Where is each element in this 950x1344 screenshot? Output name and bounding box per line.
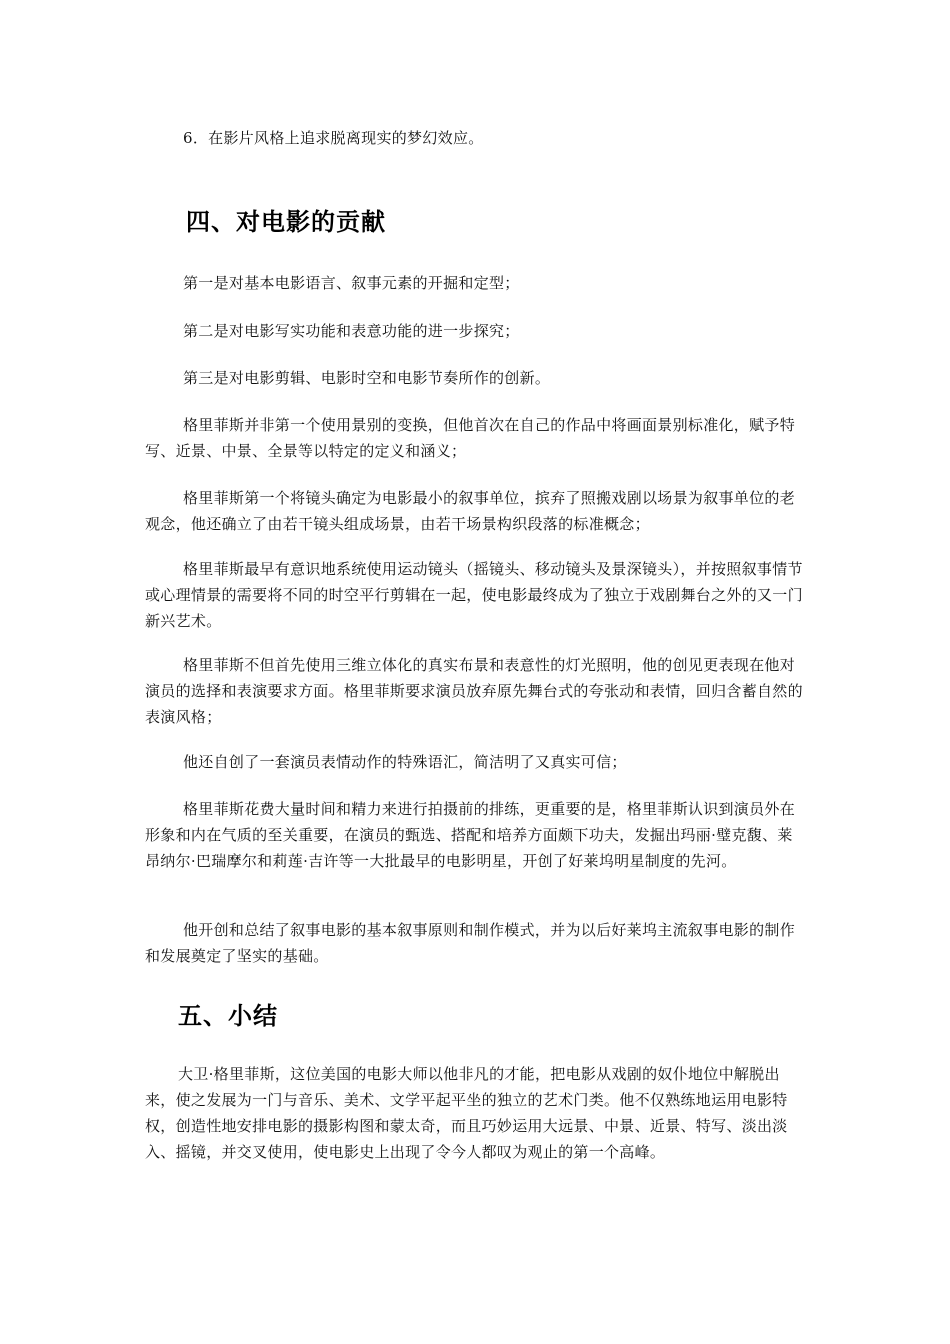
contribution-paragraph-6: 格里菲斯花费大量时间和精力来进行拍摄前的排练，更重要的是，格里菲斯认识到演员外在形象和内在气质的至关重要，在演员的甄选、搭配和培养方面颇下功夫，发掘出玛丽·璧克馥、莱昂纳尔·巴瑞摩尔和莉莲·吉许等一大批最早的电影明星，开创了好莱坞明星制度的先河。 (145, 800, 796, 870)
contribution-paragraph-2: 格里菲斯第一个将镜头确定为电影最小的叙事单位，摈弃了照搬戏剧以场景为叙事单位的老观念，他还确立了由若干镜头组成场景，由若干场景构织段落的标准概念； (145, 489, 796, 533)
contribution-paragraph-4: 格里菲斯不但首先使用三维立体化的真实布景和表意性的灯光照明，他的创见更表现在他对演员的选择和表演要求方面。格里菲斯要求演员放弃原先舞台式的夸张动和表情，回归含蓄自然的表演风格； (145, 656, 803, 726)
contribution-paragraph-1: 格里菲斯并非第一个使用景别的变换，但他首次在自己的作品中将画面景别标准化，赋予特写、近景、中景、全景等以特定的定义和涵义； (145, 416, 796, 460)
summary-paragraph: 大卫·格里菲斯，这位美国的电影大师以他非凡的才能，把电影从戏剧的奴仆地位中解脱出来，使之发展为一门与音乐、美术、文学平起平坐的独立的艺术门类。他不仅熟练地运用电影特权，创造性地安排电影的摄影构图和蒙太奇，而且巧妙运用大远景、中景、近景、特写、淡出淡入、摇镜，并交叉使用，使电影史上出现了令今人都叹为观止的第一个高峰。 (145, 1065, 788, 1161)
section-4-heading: 四、对电影的贡献 (186, 208, 386, 236)
contribution-paragraph-3: 格里菲斯最早有意识地系统使用运动镜头（摇镜头、移动镜头及景深镜头），并按照叙事情节或心理情景的需要将不同的时空平行剪辑在一起，使电影最终成为了独立于戏剧舞台之外的又一门新兴艺术。 (145, 560, 803, 630)
contribution-paragraph-7: 他开创和总结了叙事电影的基本叙事原则和制作模式，并为以后好莱坞主流叙事电影的制作和发展奠定了坚实的基础。 (145, 921, 796, 965)
contribution-paragraph-5: 他还自创了一套演员表情动作的特殊语汇，简洁明了又真实可信； (183, 753, 627, 771)
contribution-point-3: 第三是对电影剪辑、电影时空和电影节奏所作的创新。 (183, 369, 551, 387)
contribution-point-1: 第一是对基本电影语言、叙事元素的开掘和定型； (183, 274, 520, 292)
contribution-point-2: 第二是对电影写实功能和表意功能的进一步探究； (183, 322, 520, 340)
section-5-heading: 五、小结 (178, 1002, 278, 1030)
list-item-6: 6．在影片风格上追求脱离现实的梦幻效应。 (183, 129, 484, 147)
